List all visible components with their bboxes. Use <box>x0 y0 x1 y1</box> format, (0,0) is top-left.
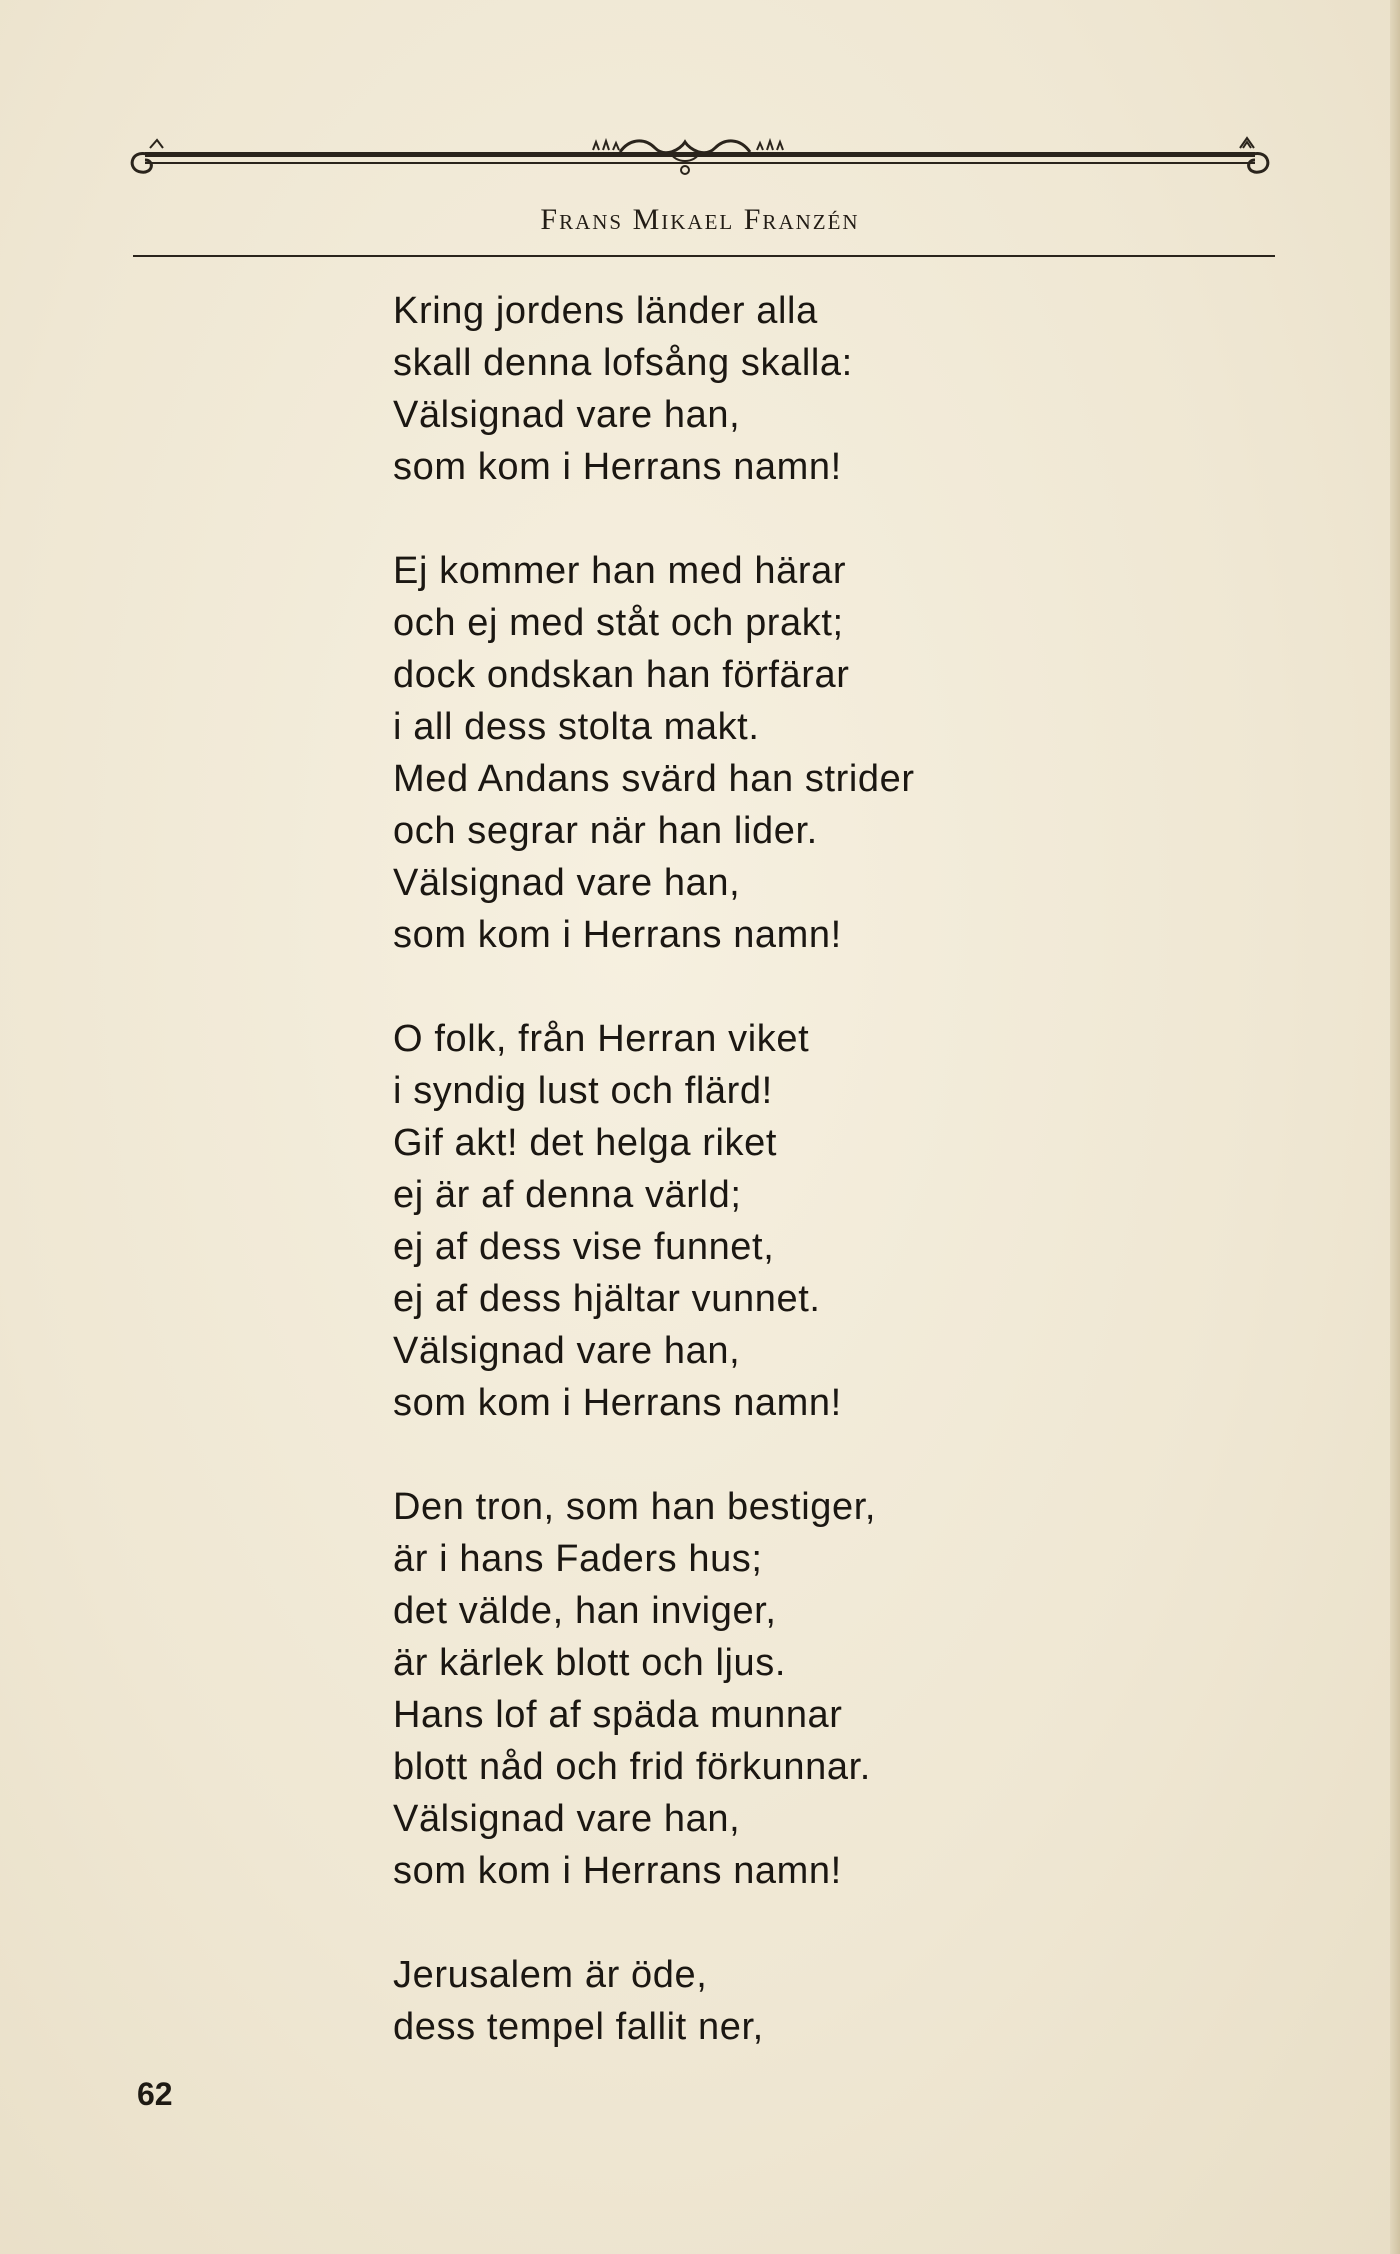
verse-line: ej af dess vise funnet, <box>393 1226 775 1268</box>
verse-line: är kärlek blott och ljus. <box>393 1642 787 1684</box>
poem-body <box>393 285 1153 2105</box>
verse-line: ej är af denna värld; <box>393 1174 742 1216</box>
scroll-ornament-icon <box>125 130 1275 190</box>
verse-line: Välsignad vare han, <box>393 1330 741 1372</box>
stanza-1 <box>393 285 1153 493</box>
verse-line: dock ondskan han förfärar <box>393 654 850 696</box>
verse-line: som kom i Herrans namn! <box>393 1382 842 1424</box>
verse-line: som kom i Herrans namn! <box>393 1850 842 1892</box>
verse-line: Välsignad vare han, <box>393 1798 741 1840</box>
verse-line: skall denna lofsång skalla: <box>393 342 853 384</box>
verse-line: Ej kommer han med härar <box>393 550 847 592</box>
verse-line: blott nåd och frid förkunnar. <box>393 1746 871 1788</box>
verse-line: i all dess stolta makt. <box>393 706 760 748</box>
verse-line: Hans lof af späda munnar <box>393 1694 843 1736</box>
stanza-2 <box>393 545 1153 961</box>
header-divider <box>133 255 1275 257</box>
verse-line: Jerusalem är öde, <box>393 1954 708 1996</box>
verse-line: som kom i Herrans namn! <box>393 914 842 956</box>
verse-line: i syndig lust och flärd! <box>393 1070 773 1112</box>
verse-line: dess tempel fallit ner, <box>393 2006 764 2048</box>
page-edge-shadow <box>1390 0 1400 2254</box>
verse-line: och ej med ståt och prakt; <box>393 602 844 644</box>
stanza-3 <box>393 1013 1153 1429</box>
verse-line: Den tron, som han bestiger, <box>393 1486 877 1528</box>
verse-line: är i hans Faders hus; <box>393 1538 763 1580</box>
verse-line: ej af dess hjältar vunnet. <box>393 1278 821 1320</box>
stanza-4 <box>393 1481 1153 1897</box>
verse-line: Välsignad vare han, <box>393 862 741 904</box>
running-head-author: Frans Mikael Franzén <box>540 203 860 236</box>
stanza-5 <box>393 1949 1153 2053</box>
verse-line: Med Andans svärd han strider <box>393 758 915 800</box>
verse-line: det välde, han inviger, <box>393 1590 777 1632</box>
verse-line: Kring jordens länder alla <box>393 290 818 332</box>
verse-line: som kom i Herrans namn! <box>393 446 842 488</box>
verse-line: O folk, från Herran viket <box>393 1018 810 1060</box>
verse-line: Välsignad vare han, <box>393 394 741 436</box>
verse-line: Gif akt! det helga riket <box>393 1122 778 1164</box>
verse-line: och segrar när han lider. <box>393 810 818 852</box>
page-number: 62 <box>137 2076 173 2112</box>
